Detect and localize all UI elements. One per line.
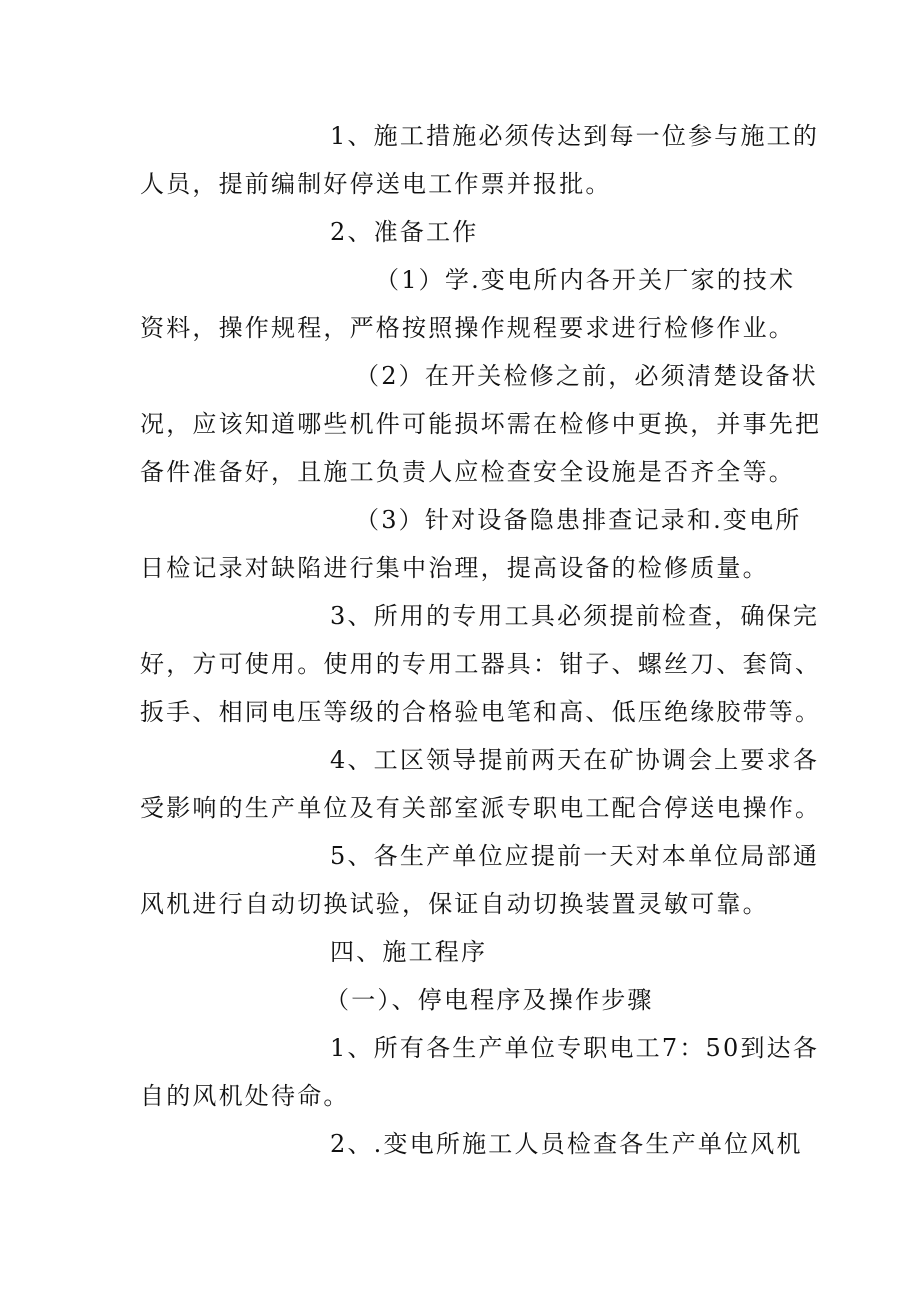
paragraph-line: 受影响的生产单位及有关部室派专职电工配合停送电操作。 [140,794,822,822]
paragraph-line: 自的风机处待命。 [140,1082,350,1110]
paragraph-line: 资料，操作规程，严格按照操作规程要求进行检修作业。 [140,314,795,342]
paragraph-line: 备件准备好，且施工负责人应检查安全设施是否齐全等。 [140,458,795,486]
paragraph-line: 3、所用的专用工具必须提前检查，确保完 [330,602,820,630]
paragraph-line: 1、施工措施必须传达到每一位参与施工的 [330,122,820,150]
paragraph-line: 2、.变电所施工人员检查各生产单位风机 [330,1130,803,1158]
paragraph-line: 风机进行自动切换试验，保证自动切换装置灵敏可靠。 [140,890,769,918]
section-heading: 2、准备工作 [330,218,479,246]
paragraph-line: （2）在开关检修之前，必须清楚设备状 [355,362,818,390]
paragraph-line: （1）学.变电所内各开关厂家的技术 [375,266,796,294]
paragraph-line: 况，应该知道哪些机件可能损坏需在检修中更换，并事先把 [140,410,822,438]
paragraph-line: 日检记录对缺陷进行集中治理，提高设备的检修质量。 [140,554,769,582]
paragraph-line: （3）针对设备隐患排查记录和.变电所 [355,506,802,534]
subsection-heading: （一）、停电程序及操作步骤 [325,986,654,1014]
paragraph-line: 扳手、相同电压等级的合格验电笔和高、低压绝缘胶带等。 [140,698,822,726]
paragraph-line: 5、各生产单位应提前一天对本单位局部通 [330,842,820,870]
paragraph-line: 好，方可使用。使用的专用工器具：钳子、螺丝刀、套筒、 [140,650,822,678]
paragraph-line: 人员，提前编制好停送电工作票并报批。 [140,170,612,198]
paragraph-line: 1、所有各生产单位专职电工7：50到达各 [330,1034,820,1062]
section-heading: 四、施工程序 [330,938,488,966]
paragraph-line: 4、工区领导提前两天在矿协调会上要求各 [330,746,820,774]
